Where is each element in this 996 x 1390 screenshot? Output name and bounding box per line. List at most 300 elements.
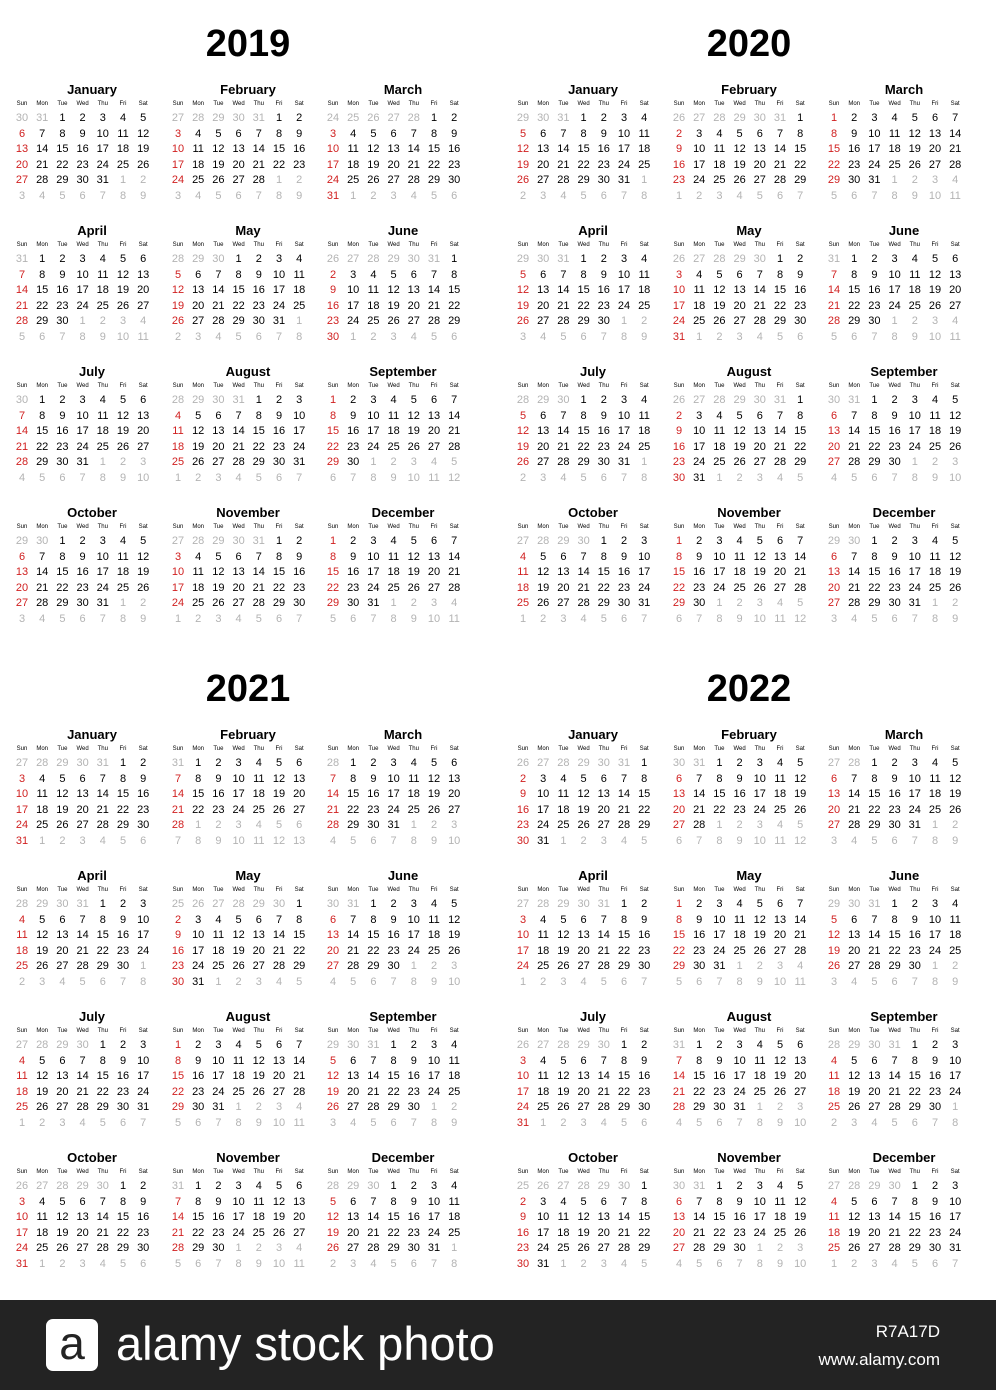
day-cell: 5 bbox=[119, 253, 127, 265]
day-cell: 7 bbox=[830, 268, 838, 281]
adjacent-day-cell: 3 bbox=[275, 1101, 283, 1113]
weekday-label: Sun bbox=[673, 1169, 685, 1175]
day-cell: 1 bbox=[329, 394, 337, 406]
day-cell: 21 bbox=[693, 803, 706, 816]
weekday-label: Thu bbox=[408, 1028, 419, 1034]
day-cell: 2 bbox=[255, 253, 262, 265]
adjacent-day-cell: 30 bbox=[76, 757, 89, 769]
day-cell: 24 bbox=[617, 299, 631, 312]
day-cell: 29 bbox=[577, 456, 590, 468]
day-cell: 14 bbox=[293, 1054, 306, 1067]
day-cell: 17 bbox=[928, 929, 942, 941]
day-cell: 26 bbox=[56, 1242, 69, 1254]
day-cell: 10 bbox=[232, 772, 245, 785]
day-cell: 11 bbox=[117, 550, 129, 563]
day-cell: 9 bbox=[174, 929, 182, 941]
day-cell: 3 bbox=[736, 1039, 743, 1051]
day-cell: 12 bbox=[949, 409, 962, 422]
adjacent-day-cell: 29 bbox=[387, 253, 400, 265]
day-cell: 25 bbox=[15, 1101, 29, 1113]
day-cell: 14 bbox=[347, 929, 360, 941]
day-cell: 2 bbox=[736, 1180, 743, 1192]
day-cell: 29 bbox=[773, 315, 787, 327]
adjacent-day-cell: 6 bbox=[370, 834, 377, 847]
day-cell: 8 bbox=[580, 127, 587, 140]
day-cell: 21 bbox=[577, 581, 590, 594]
weekday-label: Fri bbox=[620, 383, 628, 389]
day-cell: 28 bbox=[347, 960, 360, 972]
weekday-label: Sat bbox=[639, 242, 649, 248]
month-block bbox=[827, 1009, 975, 1140]
day-cell: 4 bbox=[296, 253, 303, 265]
day-cell: 10 bbox=[427, 1054, 441, 1067]
adjacent-day-cell: 5 bbox=[451, 456, 458, 468]
weekday-label: Fri bbox=[430, 524, 438, 530]
day-cell: 28 bbox=[597, 960, 610, 972]
day-cell: 8 bbox=[195, 772, 202, 785]
adjacent-day-cell: 3 bbox=[410, 456, 417, 468]
weekday-label: Tue bbox=[869, 746, 880, 752]
adjacent-day-cell: 1 bbox=[119, 597, 127, 609]
day-cell: 19 bbox=[577, 1226, 590, 1239]
day-cell: 27 bbox=[928, 158, 942, 171]
day-cell: 25 bbox=[387, 440, 400, 453]
day-cell: 30 bbox=[252, 315, 265, 327]
day-cell: 12 bbox=[387, 284, 400, 296]
day-cell: 13 bbox=[753, 425, 766, 437]
adjacent-day-cell: 4 bbox=[830, 471, 838, 484]
day-cell: 22 bbox=[868, 581, 881, 594]
weekday-label: Tue bbox=[368, 887, 379, 893]
day-cell: 19 bbox=[56, 1226, 69, 1239]
weekday-label: Tue bbox=[213, 524, 224, 530]
adjacent-day-cell: 1 bbox=[931, 960, 939, 972]
weekday-label: Mon bbox=[693, 242, 706, 248]
weekday-label: Tue bbox=[213, 1169, 224, 1175]
day-cell: 30 bbox=[407, 1101, 420, 1113]
adjacent-day-cell: 6 bbox=[675, 612, 683, 625]
weekday-label: Sun bbox=[828, 524, 840, 530]
weekday-label: Sun bbox=[673, 1028, 685, 1034]
day-cell: 11 bbox=[638, 127, 650, 140]
adjacent-day-cell: 3 bbox=[119, 315, 127, 327]
weekday-label: Thu bbox=[408, 746, 419, 752]
adjacent-day-cell: 11 bbox=[794, 975, 806, 988]
day-cell: 24 bbox=[638, 581, 651, 594]
day-cell: 14 bbox=[577, 566, 590, 578]
day-cell: 23 bbox=[367, 803, 380, 816]
day-cell: 6 bbox=[430, 535, 438, 547]
weekday-label: Mon bbox=[192, 383, 205, 389]
day-cell: 23 bbox=[888, 803, 901, 816]
day-cell: 11 bbox=[693, 284, 705, 296]
day-cell: 17 bbox=[76, 425, 89, 437]
month-name: February bbox=[220, 82, 276, 97]
day-cell: 7 bbox=[329, 772, 337, 785]
day-cell: 22 bbox=[36, 440, 49, 453]
day-cell: 19 bbox=[192, 440, 205, 453]
weekday-label: Wed bbox=[232, 1169, 245, 1175]
day-cell: 5 bbox=[716, 268, 723, 281]
month-name: January bbox=[568, 82, 618, 97]
day-cell: 4 bbox=[911, 253, 918, 265]
weekday-label: Fri bbox=[776, 1028, 784, 1034]
adjacent-day-cell: 31 bbox=[848, 394, 861, 406]
weekday-label: Tue bbox=[714, 101, 725, 107]
day-cell: 12 bbox=[794, 772, 807, 785]
adjacent-day-cell: 30 bbox=[868, 1039, 881, 1051]
day-cell: 3 bbox=[174, 127, 182, 140]
day-cell: 15 bbox=[617, 1070, 631, 1082]
day-cell: 21 bbox=[597, 944, 610, 957]
weekday-label: Mon bbox=[36, 242, 49, 248]
adjacent-day-cell: 5 bbox=[119, 1257, 127, 1270]
day-cell: 3 bbox=[195, 913, 202, 926]
day-cell: 28 bbox=[848, 456, 861, 468]
day-cell: 30 bbox=[137, 1242, 150, 1254]
weekday-label: Tue bbox=[213, 383, 224, 389]
weekday-label: Tue bbox=[57, 1028, 68, 1034]
day-cell: 30 bbox=[293, 597, 306, 609]
weekday-label: Fri bbox=[776, 746, 784, 752]
day-cell: 9 bbox=[329, 284, 337, 296]
day-cell: 6 bbox=[675, 772, 683, 785]
day-cell: 30 bbox=[928, 1242, 942, 1254]
adjacent-day-cell: 31 bbox=[617, 757, 631, 769]
day-cell: 10 bbox=[516, 1070, 530, 1082]
adjacent-day-cell: 28 bbox=[713, 394, 726, 406]
weekday-label: Thu bbox=[97, 746, 108, 752]
day-cell: 28 bbox=[888, 1242, 901, 1254]
weekday-label: Sat bbox=[138, 887, 148, 893]
weekday-label: Fri bbox=[119, 524, 127, 530]
day-cell: 27 bbox=[232, 174, 245, 186]
day-cell: 7 bbox=[797, 535, 804, 547]
day-cell: 4 bbox=[641, 112, 648, 124]
weekday-label: Tue bbox=[368, 524, 379, 530]
adjacent-day-cell: 5 bbox=[350, 975, 357, 988]
day-cell: 28 bbox=[171, 1242, 185, 1254]
day-cell: 21 bbox=[76, 944, 89, 957]
weekday-label: Sat bbox=[449, 242, 459, 248]
weekday-label: Mon bbox=[537, 101, 550, 107]
day-cell: 6 bbox=[79, 1195, 86, 1208]
weekday-label: Mon bbox=[36, 383, 49, 389]
day-cell: 13 bbox=[537, 284, 550, 296]
weekday-label: Tue bbox=[714, 746, 725, 752]
adjacent-day-cell: 7 bbox=[871, 330, 878, 343]
weekday-label: Wed bbox=[888, 887, 901, 893]
adjacent-day-cell: 29 bbox=[252, 898, 265, 910]
adjacent-day-cell: 11 bbox=[448, 612, 460, 625]
day-cell: 30 bbox=[733, 1242, 746, 1254]
adjacent-day-cell: 29 bbox=[347, 1180, 360, 1192]
day-cell: 5 bbox=[519, 409, 527, 422]
adjacent-day-cell: 10 bbox=[272, 1116, 286, 1129]
day-cell: 16 bbox=[212, 1211, 225, 1223]
adjacent-day-cell: 12 bbox=[794, 834, 807, 847]
day-cell: 2 bbox=[451, 112, 458, 124]
weekday-label: Fri bbox=[119, 101, 127, 107]
weekday-label: Mon bbox=[347, 887, 360, 893]
day-cell: 31 bbox=[949, 1242, 962, 1254]
weekday-label: Sat bbox=[950, 1028, 960, 1034]
day-cell: 5 bbox=[451, 898, 458, 910]
day-cell: 1 bbox=[716, 757, 723, 769]
day-cell: 22 bbox=[171, 1085, 185, 1098]
day-cell: 11 bbox=[387, 550, 400, 563]
adjacent-day-cell: 5 bbox=[560, 330, 567, 343]
weekday-label: Mon bbox=[537, 1169, 550, 1175]
weekday-label: Mon bbox=[192, 1169, 205, 1175]
weekday-label: Sun bbox=[673, 887, 685, 893]
day-cell: 16 bbox=[928, 1211, 942, 1223]
day-cell: 15 bbox=[597, 566, 610, 578]
adjacent-day-cell: 6 bbox=[871, 471, 878, 484]
adjacent-day-cell: 2 bbox=[736, 819, 743, 831]
day-cell: 25 bbox=[949, 944, 962, 957]
day-cell: 26 bbox=[557, 960, 570, 972]
adjacent-day-cell: 10 bbox=[427, 612, 441, 625]
adjacent-day-cell: 31 bbox=[693, 757, 706, 769]
adjacent-day-cell: 24 bbox=[326, 112, 340, 124]
adjacent-day-cell: 4 bbox=[275, 975, 283, 988]
day-cell: 14 bbox=[888, 1070, 901, 1082]
adjacent-day-cell: 8 bbox=[430, 1116, 438, 1129]
day-cell: 16 bbox=[638, 1070, 651, 1082]
weekday-label: Mon bbox=[347, 1028, 360, 1034]
day-cell: 12 bbox=[36, 1070, 49, 1082]
weekday-label: Tue bbox=[558, 887, 569, 893]
day-cell: 13 bbox=[949, 268, 962, 281]
day-cell: 30 bbox=[928, 1101, 942, 1113]
day-cell: 7 bbox=[451, 535, 458, 547]
weekday-label: Thu bbox=[598, 524, 609, 530]
day-cell: 27 bbox=[407, 315, 420, 327]
day-cell: 6 bbox=[830, 550, 838, 563]
adjacent-day-cell: 4 bbox=[215, 330, 222, 343]
day-cell: 8 bbox=[620, 1054, 628, 1067]
day-cell: 29 bbox=[387, 1242, 400, 1254]
weekday-label: Wed bbox=[76, 101, 89, 107]
weekday-label: Tue bbox=[714, 887, 725, 893]
adjacent-day-cell: 2 bbox=[736, 471, 743, 484]
day-cell: 7 bbox=[215, 268, 222, 281]
day-cell: 23 bbox=[672, 456, 686, 468]
day-cell: 28 bbox=[577, 597, 590, 609]
day-cell: 12 bbox=[753, 550, 766, 563]
day-cell: 26 bbox=[516, 174, 530, 186]
month-block bbox=[15, 868, 163, 999]
day-cell: 5 bbox=[255, 1039, 262, 1051]
day-cell: 27 bbox=[347, 1101, 360, 1113]
day-cell: 7 bbox=[675, 1054, 683, 1067]
day-cell: 5 bbox=[830, 913, 838, 926]
day-cell: 5 bbox=[756, 898, 763, 910]
day-cell: 8 bbox=[451, 268, 458, 281]
adjacent-day-cell: 3 bbox=[851, 1116, 858, 1129]
adjacent-day-cell: 5 bbox=[275, 819, 283, 831]
adjacent-day-cell: 31 bbox=[96, 757, 109, 769]
adjacent-day-cell: 3 bbox=[871, 1257, 878, 1270]
day-cell: 21 bbox=[557, 440, 570, 453]
adjacent-day-cell: 30 bbox=[672, 757, 686, 769]
day-cell: 11 bbox=[36, 788, 48, 800]
weekday-label: Sat bbox=[639, 383, 649, 389]
day-cell: 2 bbox=[716, 1039, 723, 1051]
day-cell: 2 bbox=[140, 757, 147, 769]
day-cell: 30 bbox=[76, 174, 89, 186]
day-cell: 27 bbox=[192, 315, 205, 327]
day-cell: 2 bbox=[275, 394, 283, 406]
day-cell: 21 bbox=[76, 1085, 89, 1098]
day-cell: 8 bbox=[911, 1054, 918, 1067]
day-cell: 23 bbox=[693, 944, 706, 957]
adjacent-day-cell: 1 bbox=[390, 597, 397, 609]
day-cell: 4 bbox=[931, 535, 939, 547]
weekday-label: Sun bbox=[327, 1028, 339, 1034]
day-cell: 23 bbox=[638, 944, 651, 957]
day-cell: 22 bbox=[326, 440, 340, 453]
weekday-label: Tue bbox=[558, 242, 569, 248]
weekday-label: Sun bbox=[172, 242, 184, 248]
day-cell: 8 bbox=[871, 550, 878, 563]
adjacent-day-cell: 4 bbox=[560, 189, 567, 202]
day-cell: 12 bbox=[713, 284, 726, 296]
adjacent-day-cell: 29 bbox=[212, 535, 225, 547]
day-cell: 6 bbox=[560, 550, 567, 563]
day-cell: 19 bbox=[272, 1211, 286, 1223]
weekday-label: Fri bbox=[119, 383, 127, 389]
month-block bbox=[672, 727, 820, 858]
day-cell: 8 bbox=[350, 772, 357, 785]
weekday-label: Sat bbox=[950, 746, 960, 752]
day-cell: 13 bbox=[672, 788, 686, 800]
day-cell: 12 bbox=[212, 566, 225, 578]
adjacent-day-cell: 11 bbox=[253, 834, 265, 847]
day-cell: 25 bbox=[733, 944, 746, 957]
day-cell: 23 bbox=[293, 581, 306, 594]
adjacent-day-cell: 8 bbox=[451, 1257, 458, 1270]
day-cell: 16 bbox=[293, 566, 306, 578]
month-block bbox=[672, 223, 820, 354]
adjacent-day-cell: 5 bbox=[18, 330, 26, 343]
adjacent-day-cell: 5 bbox=[59, 612, 66, 625]
day-cell: 16 bbox=[693, 566, 706, 578]
weekday-label: Wed bbox=[387, 1169, 400, 1175]
adjacent-day-cell: 12 bbox=[448, 471, 461, 484]
day-cell: 10 bbox=[76, 409, 89, 422]
weekday-label: Tue bbox=[57, 101, 68, 107]
day-cell: 26 bbox=[387, 315, 400, 327]
day-cell: 2 bbox=[215, 757, 222, 769]
adjacent-day-cell: 2 bbox=[641, 315, 648, 327]
weekday-label: Tue bbox=[213, 242, 224, 248]
adjacent-day-cell: 1 bbox=[675, 189, 683, 202]
adjacent-day-cell: 5 bbox=[776, 330, 784, 343]
day-cell: 27 bbox=[427, 581, 441, 594]
day-cell: 28 bbox=[597, 1101, 610, 1113]
day-cell: 7 bbox=[18, 268, 26, 281]
weekday-label: Wed bbox=[577, 242, 590, 248]
adjacent-day-cell: 3 bbox=[540, 471, 547, 484]
weekday-label: Sun bbox=[517, 887, 529, 893]
day-cell: 4 bbox=[830, 1054, 838, 1067]
day-cell: 14 bbox=[212, 284, 225, 296]
day-cell: 20 bbox=[537, 440, 550, 453]
adjacent-day-cell: 4 bbox=[580, 975, 587, 988]
day-cell: 2 bbox=[140, 1180, 147, 1192]
day-cell: 7 bbox=[99, 772, 106, 785]
day-cell: 17 bbox=[96, 566, 109, 578]
day-cell: 26 bbox=[326, 1242, 340, 1254]
day-cell: 10 bbox=[617, 127, 631, 140]
adjacent-day-cell: 3 bbox=[756, 471, 763, 484]
day-cell: 12 bbox=[56, 1211, 69, 1223]
weekday-label: Wed bbox=[76, 242, 89, 248]
day-cell: 23 bbox=[928, 1226, 942, 1239]
day-cell: 18 bbox=[516, 581, 530, 594]
adjacent-day-cell: 5 bbox=[329, 612, 337, 625]
adjacent-day-cell: 30 bbox=[212, 253, 225, 265]
day-cell: 23 bbox=[137, 1226, 150, 1239]
weekday-label: Sat bbox=[449, 524, 459, 530]
day-cell: 20 bbox=[827, 803, 841, 816]
day-cell: 27 bbox=[753, 174, 766, 186]
adjacent-day-cell: 6 bbox=[675, 834, 683, 847]
day-cell: 30 bbox=[672, 471, 686, 484]
day-cell: 31 bbox=[96, 174, 109, 186]
day-cell: 29 bbox=[868, 819, 881, 831]
day-cell: 24 bbox=[367, 440, 380, 453]
day-cell: 8 bbox=[370, 913, 377, 926]
adjacent-day-cell: 1 bbox=[891, 315, 898, 327]
day-cell: 4 bbox=[99, 394, 106, 406]
day-cell: 9 bbox=[255, 268, 262, 281]
weekday-label: Wed bbox=[888, 1028, 901, 1034]
month-name: November bbox=[717, 1150, 781, 1165]
adjacent-day-cell: 3 bbox=[716, 189, 723, 202]
weekday-label: Sat bbox=[294, 746, 304, 752]
weekday-label: Sat bbox=[294, 242, 304, 248]
adjacent-day-cell: 6 bbox=[39, 330, 46, 343]
day-cell: 12 bbox=[557, 929, 570, 941]
day-cell: 17 bbox=[427, 1070, 441, 1082]
day-cell: 28 bbox=[672, 1101, 686, 1113]
weekday-label: Tue bbox=[869, 887, 880, 893]
adjacent-day-cell: 7 bbox=[641, 975, 648, 988]
adjacent-day-cell: 30 bbox=[537, 253, 550, 265]
day-cell: 19 bbox=[733, 158, 746, 171]
day-cell: 16 bbox=[116, 929, 130, 941]
adjacent-day-cell: 2 bbox=[140, 174, 147, 186]
weekday-label: Sat bbox=[795, 1169, 805, 1175]
day-cell: 11 bbox=[537, 1070, 549, 1082]
weekday-label: Sun bbox=[517, 101, 529, 107]
day-cell: 24 bbox=[713, 581, 726, 594]
day-cell: 2 bbox=[891, 757, 898, 769]
adjacent-day-cell: 2 bbox=[519, 471, 527, 484]
day-cell: 23 bbox=[192, 1085, 205, 1098]
day-cell: 24 bbox=[928, 944, 942, 957]
adjacent-day-cell: 4 bbox=[797, 960, 804, 972]
day-cell: 5 bbox=[140, 112, 147, 124]
day-cell: 4 bbox=[255, 757, 262, 769]
day-cell: 31 bbox=[212, 1101, 225, 1113]
day-cell: 20 bbox=[427, 425, 441, 437]
day-cell: 29 bbox=[908, 1101, 921, 1113]
day-cell: 29 bbox=[672, 597, 686, 609]
